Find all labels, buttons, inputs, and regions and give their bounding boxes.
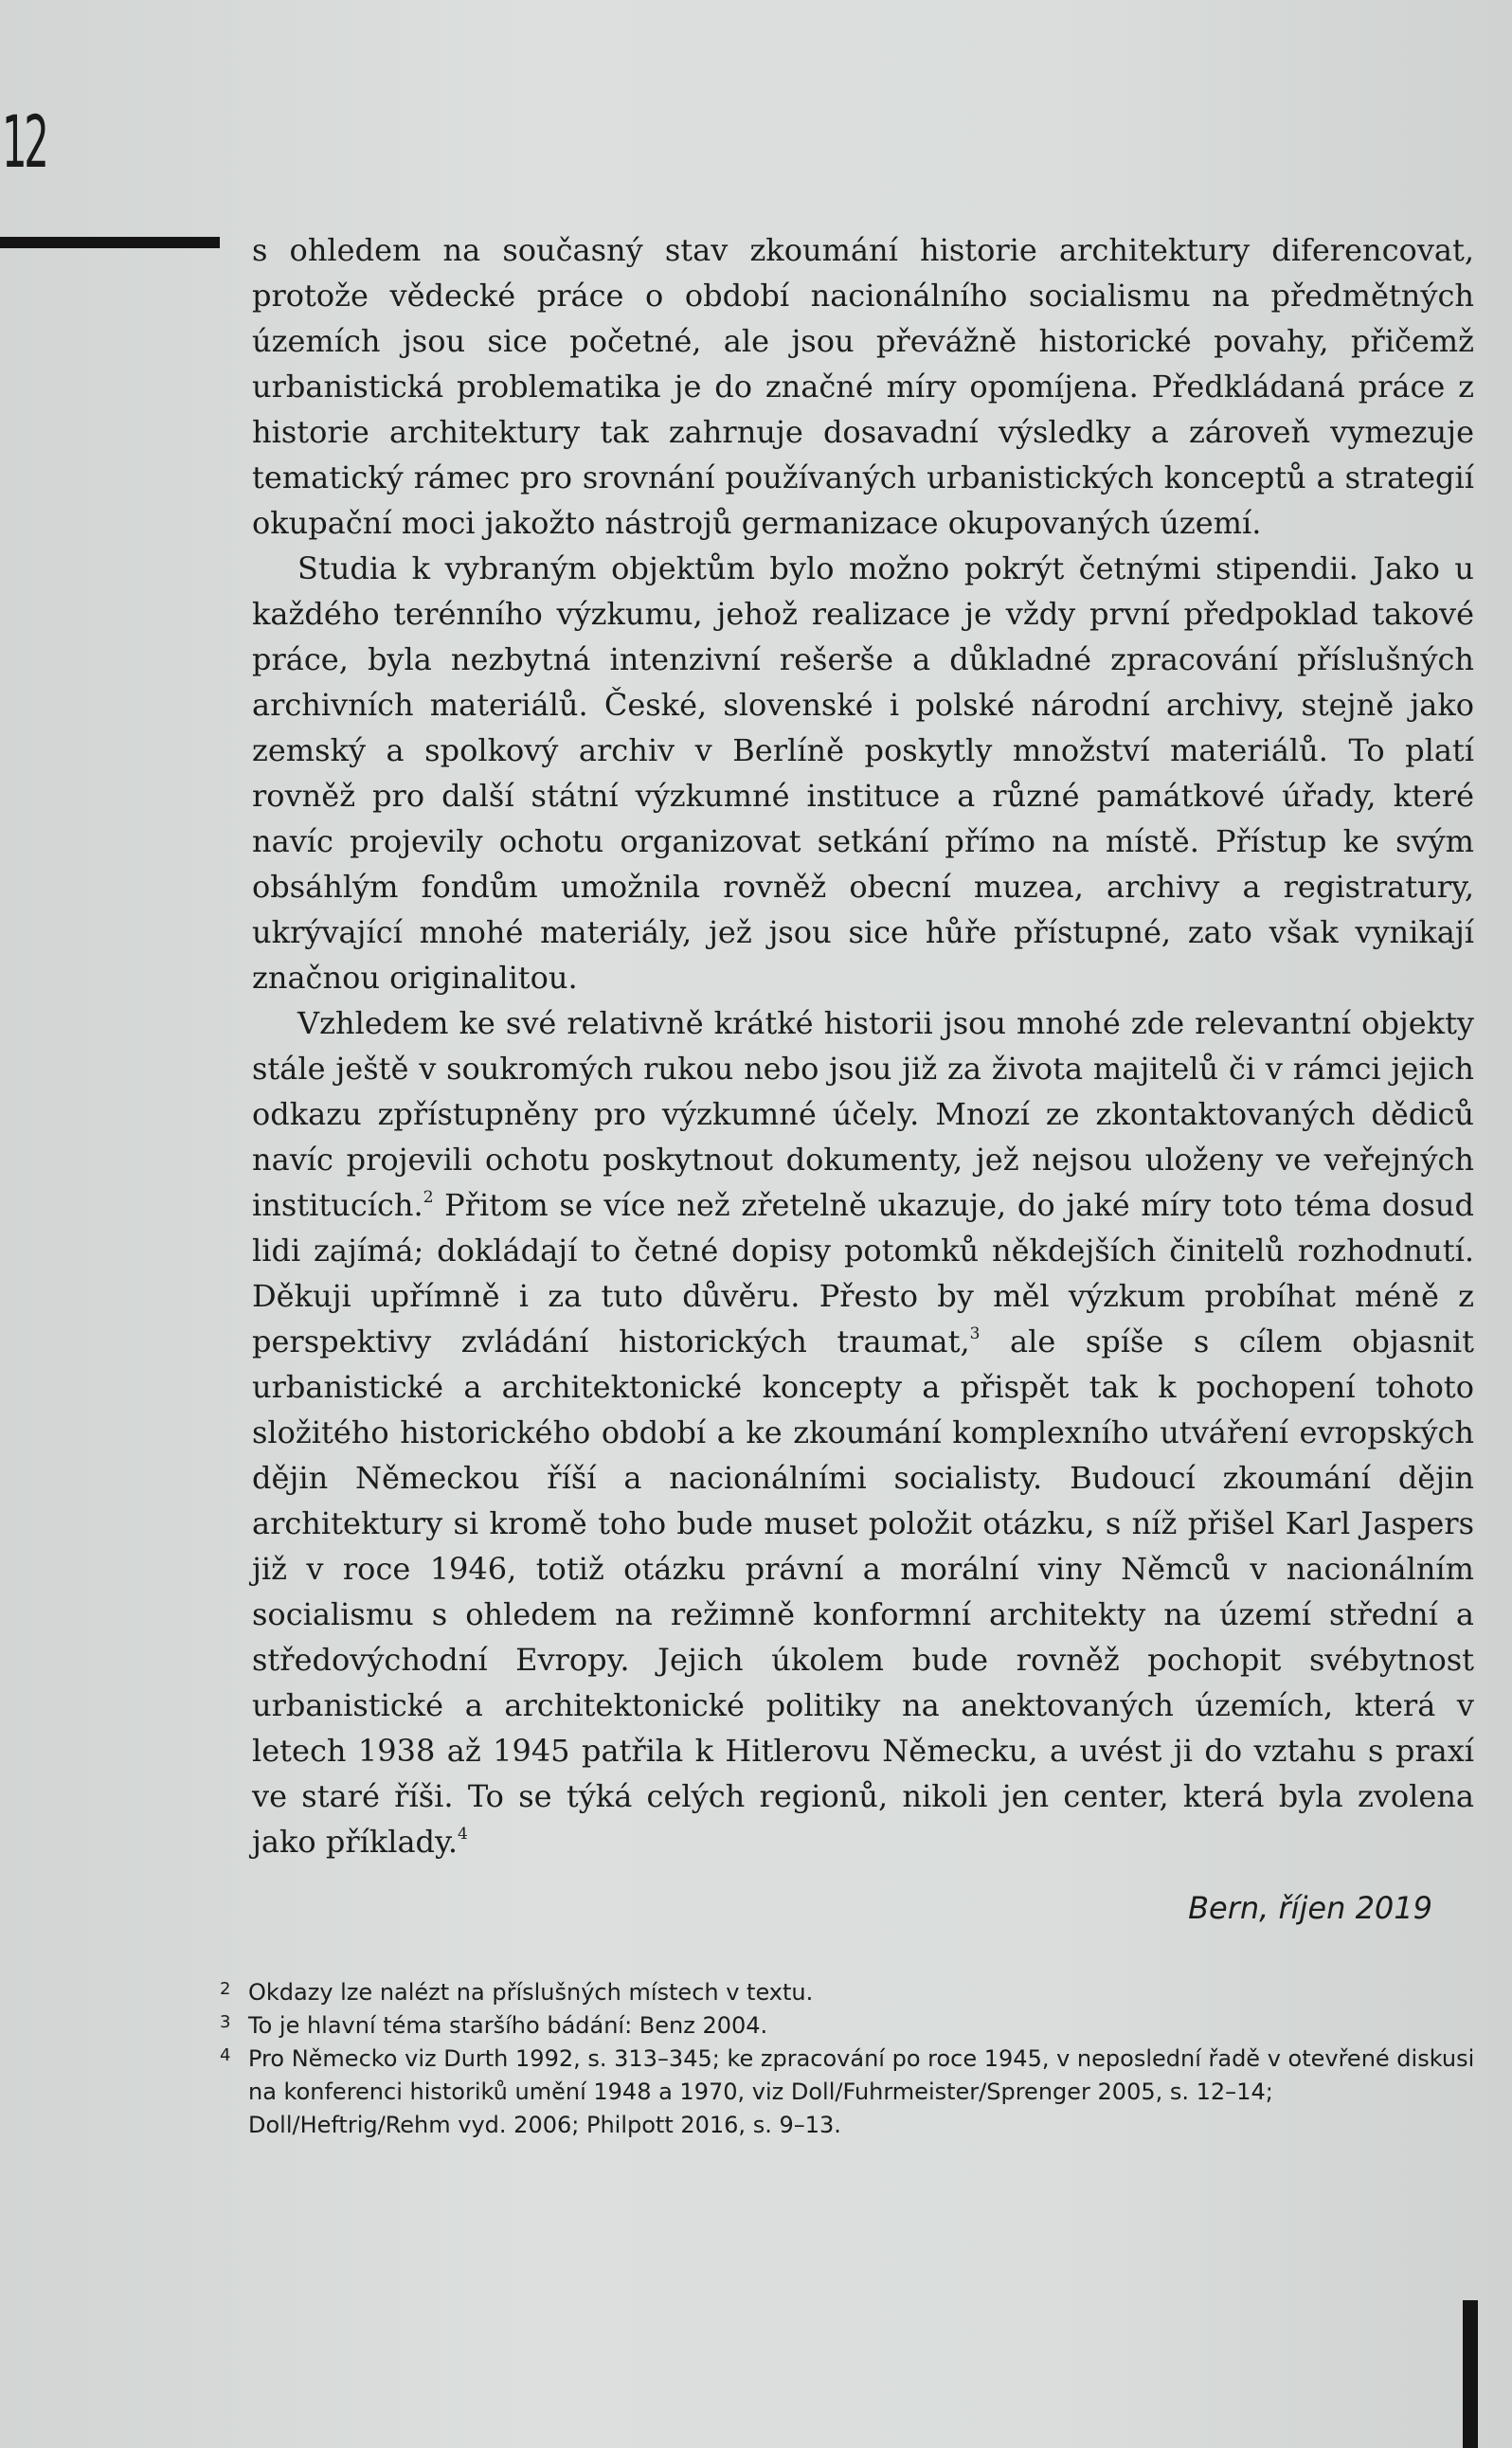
footnote-text: Okdazy lze nalézt na příslušných místech v textu. — [248, 1979, 814, 2006]
footnote-ref-2[interactable]: 2 — [423, 1188, 434, 1207]
footnote-ref-3[interactable]: 3 — [969, 1324, 981, 1343]
footnote-number: 3 — [220, 2012, 231, 2032]
page-edge-rule — [1463, 2300, 1478, 2448]
paragraph-3-part-c: ale spíše s cílem objasnit urbanistické a architektonické koncepty a přispět tak k pochopení tohoto složitého historického období a ke zkoumání komplexního utváření evropských dějin Německou říší a nacionálními socialisty. Budoucí zkoumání dějin architektury si kromě toho bude muset položit otázku, s níž přišel Karl Jaspers již v roce 1946, totiž otázku právní a morální viny Němců v nacionálním socialismu s ohledem na režimně konformní architekty na území střední a středovýchodní Evropy. Jejich úkolem bude rovněž pochopit svébytnost urbanistické a architektonické politiky na anektovaných územích, která v letech 1938 až 1945 patřila k Hitlerovu Německu, a uvést ji do vztahu s praxí ve staré říši. To se týká celých regionů, nikoli jen center, která byla zvolena jako příklady. — [252, 1323, 1475, 1860]
footnotes — [220, 1976, 1480, 2142]
page-number: 12 — [2, 99, 46, 184]
footnote-number: 2 — [220, 1979, 231, 1999]
footnote — [220, 2009, 1480, 2043]
paragraph-3-part-a: Vzhledem ke své relativně krátké historii jsou mnohé zde relevantní objekty stále ještě v soukromých rukou nebo jsou již za života majitelů či v rámci jejich odkazu zpřístupněny pro výzkumné účely. Mnozí ze zkontaktovaných dědiců navíc projevili ochotu poskytnout dokumenty, jež nejsou uloženy ve veřejných institucích. — [252, 1005, 1474, 1223]
header-rule — [0, 237, 220, 248]
footnote-text: Pro Německo viz Durth 1992, s. 313–345; ke zpracování po roce 1945, v neposlední řadě v otevřené diskusi na konferenci historiků umění 1948 a 1970, viz Doll/Fuhrmeister/Sprenger 2005, s. 12–14; Doll/Heftrig/Rehm vyd. 2006; Philpott 2016, s. 9–13. — [248, 2045, 1475, 2138]
paragraph-3-part-b: Přitom se více než zřetelně ukazuje, do jaké míry toto téma dosud lidi zajímá; dokládají to četné dopisy potomků někdejších činitelů rozhodnutí. Děkuji upřímně i za tuto důvěru. Přesto by měl výzkum probíhat méně z perspektivy zvládání historických traumat, — [252, 1187, 1474, 1359]
paragraph-3 — [252, 1000, 1474, 1864]
footnote-number: 4 — [220, 2045, 231, 2065]
footnote-text: To je hlavní téma staršího bádání: Benz 2004. — [248, 2012, 768, 2039]
signature: Bern, říjen 2019 — [1188, 1890, 1432, 1926]
paragraph-1: s ohledem na současný stav zkoumání historie architektury diferencovat, protože vědecké práce o období nacionálního socialismu na předmětných územích jsou sice početné, ale jsou převážně historické povahy, přičemž urbanistická problematika je do značné míry opomíjena. Předkládaná práce z historie architektury tak zahrnuje dosavadní výsledky a zároveň vymezuje tematický rámec pro srovnání používaných urbanistických konceptů a strategií okupační moci jakožto nástrojů germanizace okupovaných území. — [252, 232, 1474, 541]
footnote-ref-4[interactable]: 4 — [458, 1825, 468, 1844]
body-text — [252, 227, 1474, 1864]
paragraph-2: Studia k vybraným objektům bylo možno pokrýt četnými stipendii. Jako u každého terénního výzkumu, jehož realizace je vždy první předpoklad takové práce, byla nezbytná intenzivní rešerše a důkladné zpracování příslušných archivních materiálů. České, slovenské i polské národní archivy, stejně jako zemský a spolkový archiv v Berlíně poskytly množství materiálů. To platí rovněž pro další státní výzkumné instituce a různé památkové úřady, které navíc projevily ochotu organizovat setkání přímo na místě. Přístup ke svým obsáhlým fondům umožnila rovněž obecní muzea, archivy a registratury, ukrývající mnohé materiály, jež jsou sice hůře přístupné, zato však vynikají značnou originalitou. — [252, 550, 1474, 996]
footnote — [220, 1976, 1480, 2009]
footnote — [220, 2043, 1480, 2142]
